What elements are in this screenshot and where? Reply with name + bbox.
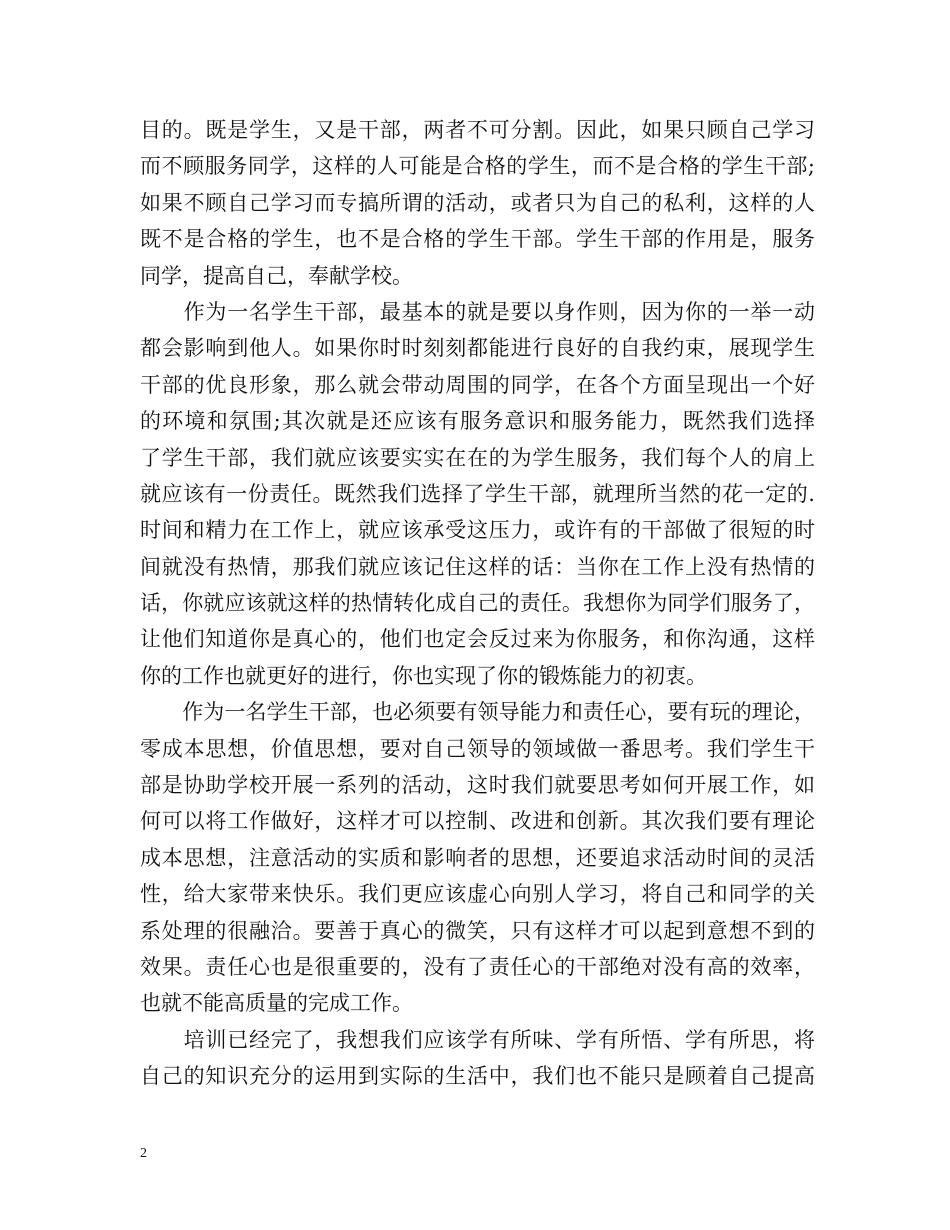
text-line: 部是协助学校开展一系列的活动，这时我们就要思考如何开展工作，如: [140, 773, 815, 798]
text-line: 干部的优良形象，那么就会带动周围的同学，在各个方面呈现出一个好: [140, 372, 815, 397]
body-text: [140, 112, 815, 1095]
text-line: 的环境和氛围;其次就是还应该有服务意识和服务能力，既然我们选择: [140, 409, 815, 434]
text-line: 自己的知识充分的运用到实际的生活中，我们也不能只是顾着自己提高: [140, 1064, 815, 1089]
text-line: 目的。既是学生，又是干部，两者不可分割。因此，如果只顾自己学习: [140, 118, 815, 142]
text-line: 既不是合格的学生，也不是合格的学生干部。学生干部的作用是，服务: [140, 227, 815, 252]
text-line: 话，你就应该就这样的热情转化成自己的责任。我想你为同学们服务了，: [140, 591, 815, 616]
page-number: 2: [140, 1146, 147, 1161]
text-line: 同学，提高自己，奉献学校。: [140, 263, 413, 288]
text-line: 间就没有热情，那我们就应该记住这样的话：当你在工作上没有热情的: [140, 554, 815, 579]
text-line: 了学生干部，我们就应该要实实在在的为学生服务，我们每个人的肩上: [140, 445, 815, 470]
text-line: 时间和精力在工作上，就应该承受这压力，或许有的干部做了很短的时: [140, 518, 815, 543]
text-line: 而不顾服务同学，这样的人可能是合格的学生，而不是合格的学生干部;: [140, 154, 815, 179]
text-line: 作为一名学生干部，最基本的就是要以身作则，因为你的一举一动: [140, 299, 815, 324]
text-line: 培训已经完了，我想我们应该学有所味、学有所悟、学有所思，将: [140, 1027, 815, 1052]
text-line: 也就不能高质量的完成工作。: [140, 991, 413, 1016]
text-line: 你的工作也就更好的进行，你也实现了你的锻炼能力的初衷。: [140, 663, 707, 688]
text-line: 让他们知道你是真心的，他们也定会反过来为你服务，和你沟通，这样: [140, 627, 815, 652]
text-line: 都会影响到他人。如果你时时刻刻都能进行良好的自我约束，展现学生: [140, 336, 815, 361]
text-line: 系处理的很融洽。要善于真心的微笑，只有这样才可以起到意想不到的: [140, 918, 815, 943]
text-line: 作为一名学生干部，也必须要有领导能力和责任心，要有玩的理论，: [140, 700, 815, 725]
text-line: 性，给大家带来快乐。我们更应该虚心向别人学习，将自己和同学的关: [140, 882, 815, 907]
text-line: 如果不顾自己学习而专搞所谓的活动，或者只为自己的私利，这样的人: [140, 190, 815, 215]
text-line: 成本思想，注意活动的实质和影响者的思想，还要追求活动时间的灵活: [140, 845, 815, 870]
text-line: 就应该有一份责任。既然我们选择了学生干部，就理所当然的花一定的.: [140, 481, 815, 506]
text-line: 效果。责任心也是很重要的，没有了责任心的干部绝对没有高的效率，: [140, 954, 815, 979]
text-line: 零成本思想，价值思想，要对自己领导的领域做一番思考。我们学生干: [140, 736, 815, 761]
text-line: 何可以将工作做好，这样才可以控制、改进和创新。其次我们要有理论: [140, 809, 815, 834]
